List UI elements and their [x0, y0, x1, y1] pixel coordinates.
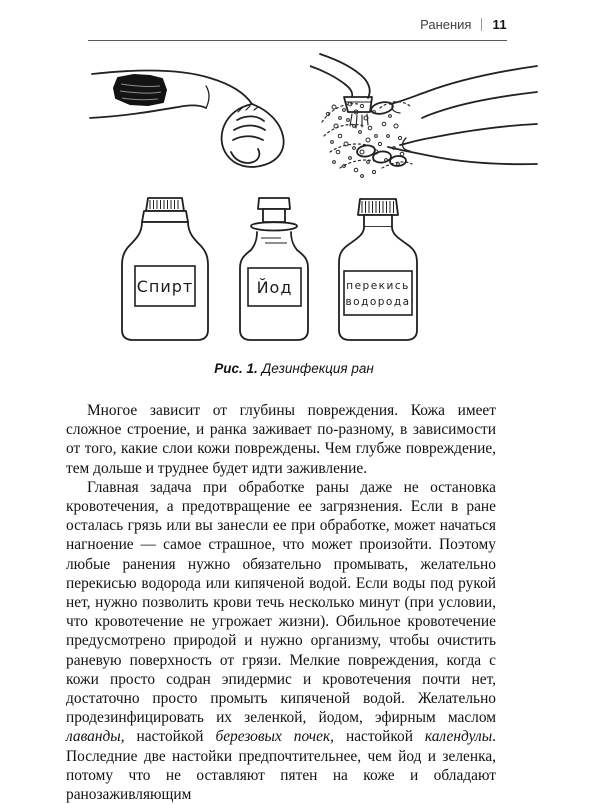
section-title: Ранения: [420, 17, 472, 32]
header-rule: [88, 40, 507, 41]
header-divider: [481, 18, 482, 31]
page-number: 11: [492, 17, 507, 32]
figure-caption-label: Рис. 1.: [214, 361, 258, 376]
bottle-peroxide-illustration: [334, 197, 422, 342]
bottle-label-line2: водорода: [345, 296, 411, 308]
bottle-label-line1: перекись: [346, 280, 410, 292]
paragraph-2: Главная задача при обработке раны даже не остановка кровотечения, а предотвращение ее загрязнения. Если в ране осталась грязь или вы занесли ее при обработке, может начаться нагноение — самое страшное, что может произойти. Поэтому любые ранения нужно обязательно промывать, желательно перекисью водорода или кипяченой водой. Если воды под рукой нет, нужно позволить крови течь несколько минут (при условии, что кровотечение не угрожает жизни). Обильное кровотечение предусмотрено природой и нужно организму, чтобы очистить раневую поверхность от грязи. Мелкие повреждения, когда с кожи просто содран эпидермис и кровотечения почти нет, достаточно просто промыть кипяченой водой. Желательно продезинфицировать их зеленкой, йодом, эфирным маслом лаванды, настойкой березовых почек, настойкой календулы. Последние две настойки предпочтительнее, чем йод и зеленка, потому что не оставляют пятен на коже и обладают ранозаживляющим: [66, 478, 496, 804]
bottle-label-frame: [344, 271, 412, 315]
body-text: [66, 401, 496, 804]
bottle-label: Спирт: [136, 277, 194, 296]
bottle-iodine-illustration: [235, 196, 313, 342]
tap-pipe: [320, 54, 370, 98]
bottle-alcohol-illustration: [118, 195, 212, 342]
wound-patch: [114, 75, 166, 105]
lather-bubbles: [326, 102, 403, 177]
washing-hands-illustration: [310, 52, 538, 185]
running-head: [420, 17, 507, 32]
figure-caption: [76, 361, 512, 376]
bottle-label: Йод: [256, 278, 293, 297]
paragraph-1: Многое зависит от глубины повреждения. Кожа имеет сложное строение, и ранка заживает по-разному, в зависимости от того, какие слои кожи повреждены. Чем глубже повреждение, тем дольше и труднее будет идти заживление.: [66, 402, 496, 477]
figure-caption-text: Дезинфекция ран: [261, 361, 374, 376]
arm-wound-illustration: [88, 62, 303, 174]
